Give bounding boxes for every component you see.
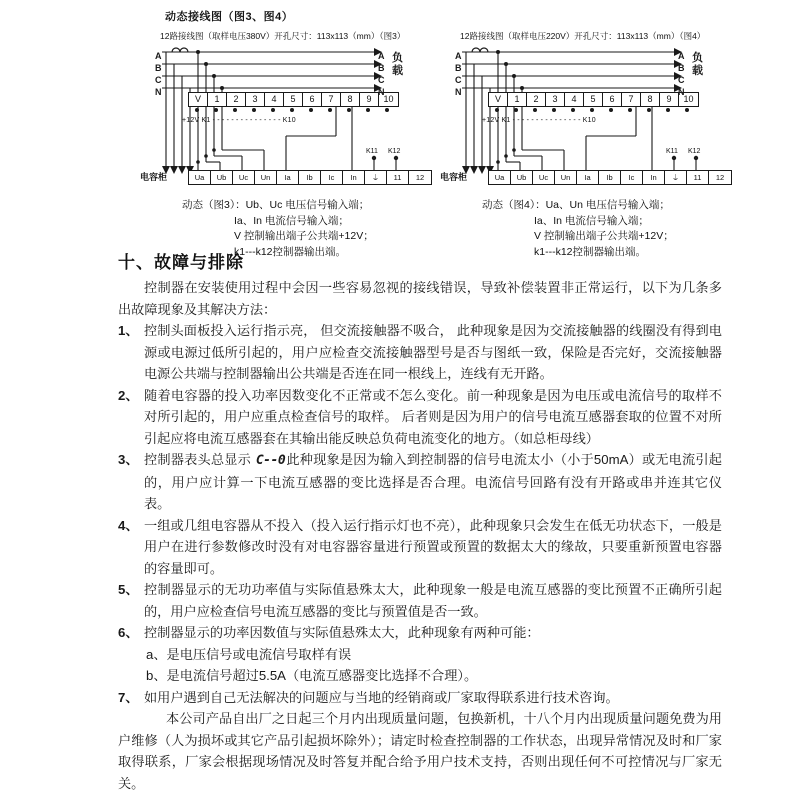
item-number: 2、 [118, 387, 139, 403]
k-range-line [482, 117, 596, 124]
item-text: 一组或几组电容器从不投入（投入运行指示灯也不亮），此种现象只会发生在低无功状态下，一般是用户在进行参数修改时没有对电容器容量进行预置或预置的数据太大的缘故，只要重新预置电容器的容量即可。 [144, 517, 722, 576]
troubleshooting-item-4 [0, 515, 800, 580]
k-range-line [182, 117, 296, 124]
top-terminal-strip [188, 92, 399, 107]
terminal-cell: Ia [277, 171, 299, 184]
item-number: 7、 [118, 689, 139, 705]
terminal-cell: 6 [303, 93, 322, 106]
terminal-cell: 12 [415, 173, 425, 182]
terminal-cell: Ua [489, 171, 511, 184]
phase-label: A [155, 51, 162, 61]
terminal-cell: 3 [546, 93, 565, 106]
terminal-cell: 1 [508, 93, 527, 106]
terminal-cell: 12 [715, 173, 725, 182]
terminal-cell: Un [555, 171, 577, 184]
bottom-terminal-strip [188, 170, 432, 185]
load-letter: A [678, 51, 685, 61]
item-number: 3、 [118, 452, 139, 467]
load-letter: N [678, 87, 685, 97]
terminal-cell: 5 [584, 93, 603, 106]
terminal-cell: Un [255, 171, 277, 184]
legend-line: V 控制输出端子公共端+12V； [234, 230, 374, 242]
troubleshooting-item-2 [0, 385, 800, 450]
legend-line: Ia、In 电流信号输入端； [534, 214, 649, 227]
load-letter: C [678, 75, 685, 85]
terminal-cell: 11 [687, 171, 709, 184]
troubleshooting-item-6-sub-b: b、是电流信号超过5.5A（电流互感器变比选择不合理）。 [146, 668, 478, 683]
load-label: 负载 [392, 52, 403, 77]
item-number: 1、 [118, 323, 139, 338]
load-label: 负载 [692, 52, 703, 77]
legend-line: V 控制输出端子公共端+12V； [534, 230, 674, 242]
item-text: 控制器显示的功率因数值与实际值悬殊太大，此种现象有两种可能： [144, 625, 540, 640]
terminal-cell: Ib [599, 171, 621, 184]
terminal-cell: 11 [387, 171, 409, 184]
troubleshooting-item-5 [0, 579, 800, 622]
terminal-cell: 5 [284, 93, 303, 106]
phase-label: A [455, 51, 462, 61]
terminal-cell: Ic [321, 171, 343, 184]
item-text: 控制头面板投入运行指示亮， 但交流接触器不吸合， 此种现象是因为交流接触器的线圈没有得到电源或电源过低所引起的，用户应检查交流接触器型号是否与图纸一致，保险是否完好，交流接触器电源公共端与控制器输出公共端是否连在同一根线上，连线有无开路。 [144, 323, 722, 381]
legend-line: 动态（图4）：Ua、Un 电压信号输入端； [482, 199, 670, 211]
terminal-cell: 2 [227, 93, 246, 106]
terminal-cell: 7 [322, 93, 341, 106]
k12-label: K12 [388, 148, 401, 155]
item-text: 控制器显示的无功功率值与实际值悬殊太大，此种现象一般是电流互感器的变比预置不正确所引起的，用户应检查信号电流互感器的变比与预置值是否一致。 [144, 582, 722, 619]
item-number: 6、 [118, 625, 139, 640]
item-text: 如用户遇到自己无法解决的问题应与当地的经销商或厂家取得联系进行技术咨询。 [144, 689, 619, 705]
load-phase-letters [378, 50, 385, 98]
wiring-diagrams-section [0, 0, 800, 258]
diagram-caption: 12路接线图（取样电压220V）开孔尺寸：113x113（mm）（图4） [460, 31, 706, 41]
terminal-cell: 4 [265, 93, 284, 106]
load-letter: B [678, 63, 685, 73]
troubleshooting-item-3 [0, 449, 800, 515]
k-line-left-label: +12V K1 [482, 117, 511, 124]
item-text-before-display: 控制器表头总显示 [144, 452, 255, 467]
k11-label: K11 [366, 148, 378, 155]
load-letter: A [378, 51, 385, 61]
terminal-cell: Ub [511, 171, 533, 184]
capacitor-cabinet-label: 电容柜 [440, 172, 468, 182]
terminal-cell: 9 [660, 93, 679, 106]
capacitor-cabinet-label: 电容柜 [140, 172, 168, 182]
terminal-cell: In [643, 171, 665, 184]
k12-label: K12 [688, 148, 701, 155]
terminal-cell: 3 [246, 93, 265, 106]
load-letter: C [378, 75, 385, 85]
troubleshooting-item-6-sub-a: a、是电压信号或电流信号取样有误 [146, 646, 352, 662]
terminal-cell: 10 [683, 94, 694, 104]
terminal-cell: 10 [383, 94, 394, 104]
terminal-cell: V [489, 93, 508, 106]
terminal-cell: Ia [577, 171, 599, 184]
k-dashes: - - - - - - - - - - - - - - - [512, 117, 581, 124]
ground-terminal-icon: ⏚ [365, 171, 387, 184]
phase-label: B [455, 63, 462, 73]
phase-label: N [155, 87, 162, 97]
item-text: 随着电容器的投入功率因数变化不正常或不怎么变化。前一种现象是因为电压或电流信号的取样不对所引起的，用户应重点检查信号的取样。 后者则是因为用户的信号电流互感器套取的位置不对所引起应将电流互感器套在其输出能反映总负荷电流变化的地方。（如总柜母线） [144, 387, 722, 446]
terminal-cell: 1 [208, 93, 227, 106]
legend-line: k1---k12控制器输出端。 [234, 245, 347, 258]
seven-segment-display-glyph: C--0 [255, 453, 286, 468]
legend-line: 动态（图3）：Ub、Uc 电压信号输入端； [182, 199, 370, 211]
phase-label: B [155, 63, 162, 73]
k-dashes: - - - - - - - - - - - - - - - [212, 117, 281, 124]
terminal-cell: 4 [565, 93, 584, 106]
terminal-cell: Ib [299, 171, 321, 184]
troubleshooting-chapter [0, 248, 800, 794]
terminal-cell: Ua [189, 171, 211, 184]
top-terminal-strip [488, 92, 699, 107]
terminal-cell: Ic [621, 171, 643, 184]
troubleshooting-item-6 [0, 622, 800, 644]
bottom-terminal-strip [488, 170, 732, 185]
load-letter: N [378, 87, 385, 97]
terminal-cell: 8 [641, 93, 660, 106]
terminal-cell: 2 [527, 93, 546, 106]
load-letter: B [378, 63, 385, 73]
terminal-cell: 9 [360, 93, 379, 106]
ground-terminal-icon: ⏚ [665, 171, 687, 184]
terminal-cell: V [189, 93, 208, 106]
item-number: 5、 [118, 582, 139, 597]
chapter-title: 十、故障与排除 [118, 253, 244, 272]
chapter-intro-paragraph: 控制器在安装使用过程中会因一些容易忽视的接线错误，导致补偿装置非正常运行，以下为几条多出故障现象及其解决方法： [118, 280, 722, 317]
phase-label: N [455, 87, 462, 97]
phase-label: C [155, 75, 162, 85]
warranty-paragraph: 本公司产品自出厂之日起三个月内出现质量问题，包换新机，十八个月内出现质量问题免费为用户维修（人为损坏或其它产品引起损坏除外）；请定时检查控制器的工作状态，出现异常情况及时和厂家取得联系，厂家会根据现场情况及时答复并配合给予用户技术支持，否则出现任何不可控情况与厂家无关。 [118, 711, 722, 791]
terminal-cell: 7 [622, 93, 641, 106]
terminal-cell: Uc [533, 171, 555, 184]
troubleshooting-item-1 [0, 320, 800, 385]
load-phase-letters [678, 50, 685, 98]
terminal-cell: Ub [211, 171, 233, 184]
k-line-right-label: K10 [582, 117, 596, 124]
terminal-cell: Uc [233, 171, 255, 184]
troubleshooting-item-7 [0, 687, 800, 709]
item-text [144, 449, 722, 515]
wiring-diagram-fig3 [140, 30, 460, 258]
terminal-cell: 8 [341, 93, 360, 106]
legend-line: k1---k12控制器输出端。 [534, 245, 647, 258]
phase-label: C [455, 75, 462, 85]
item-number: 4、 [118, 517, 139, 533]
legend-line: Ia、In 电流信号输入端； [234, 214, 349, 227]
wiring-diagram-fig4 [440, 30, 760, 258]
k11-label: K11 [666, 148, 678, 155]
k-line-left-label: +12V K1 [182, 117, 211, 124]
k-line-right-label: K10 [282, 117, 296, 124]
item-text-after-display: 此种现象是因为输入到控制器的信号电流太小（小于50mA）或无电流引起的，用户应计算一下电流互感器的变比选择是否合理。电流信号回路有没有开路或串并连其它仪表。 [144, 452, 722, 511]
terminal-cell: 6 [603, 93, 622, 106]
diagrams-heading: 动态接线图（图3、图4） [165, 11, 294, 23]
diagram-caption: 12路接线图（取样电压380V）开孔尺寸：113x113（mm）（图3） [160, 31, 406, 41]
terminal-cell: In [343, 171, 365, 184]
